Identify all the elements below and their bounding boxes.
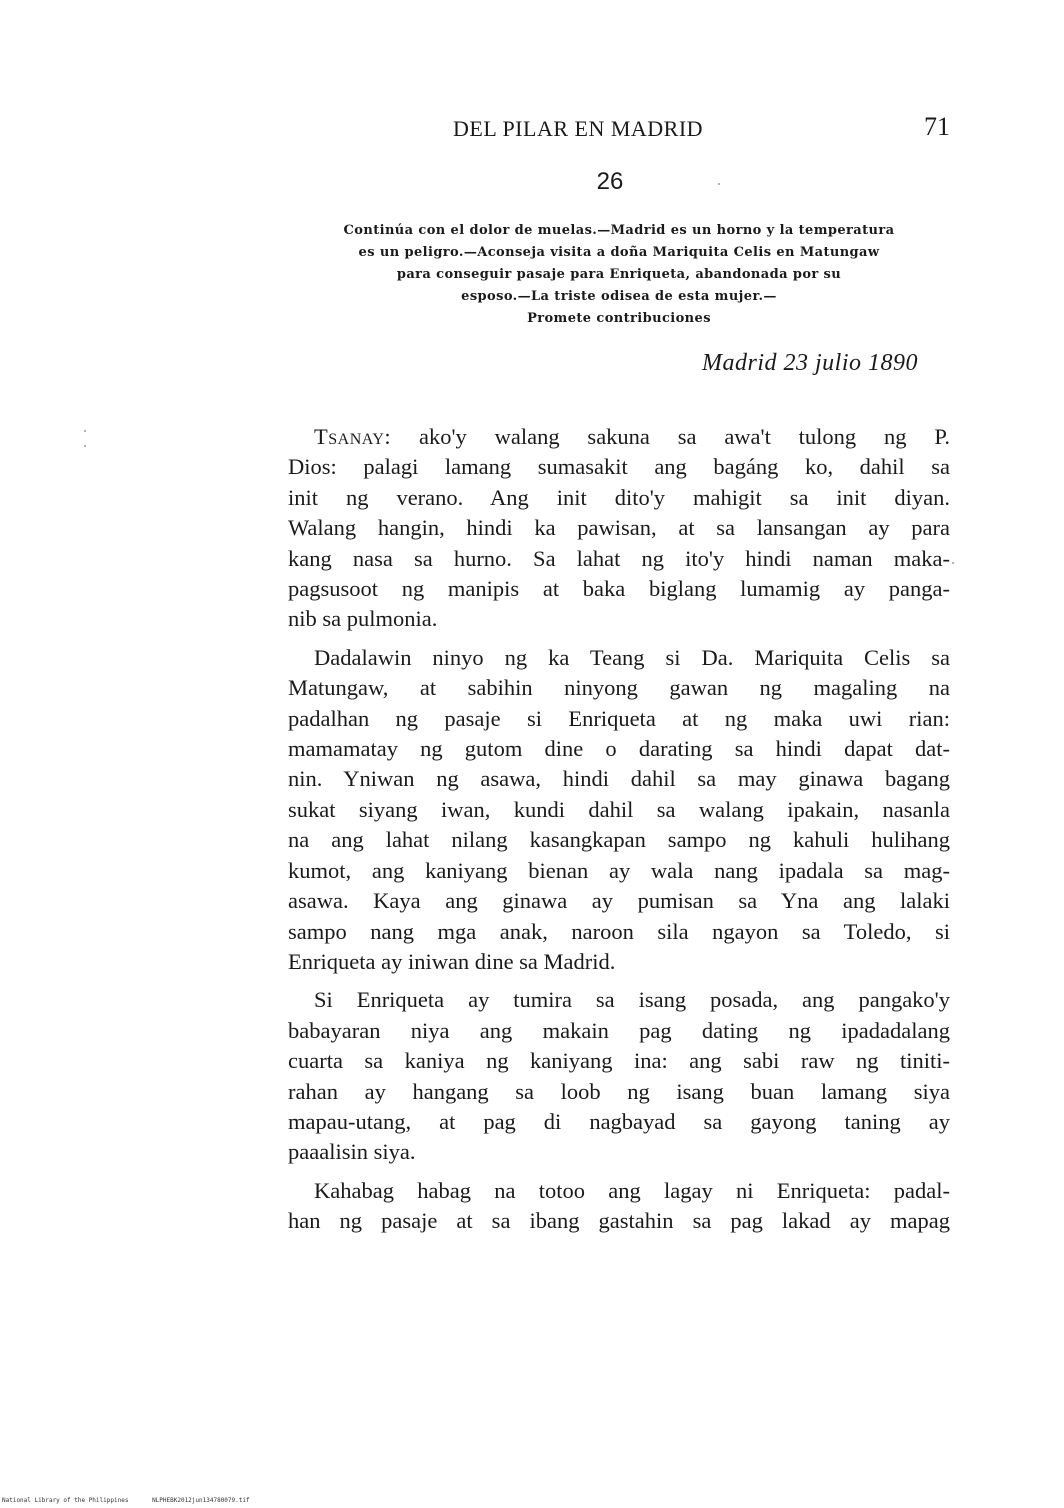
salutation: Tsanay: [314, 424, 392, 449]
text-line: kumot, ang kaniyang bienan ay wala nang ipadala sa mag- [288, 857, 950, 883]
text-line: nin. Yniwan ng asawa, hindi dahil sa may ginawa bagang [288, 766, 950, 792]
scan-speck [84, 445, 86, 447]
scan-speck [952, 562, 954, 564]
summary-line: Promete contribuciones [527, 311, 711, 326]
text-line: Kahabag habag na totoo ang lagay ni Enriqueta: padal- [314, 1177, 950, 1203]
summary-line: es un peligro.—Aconseja visita a doña Mariquita Celis en Matungaw [358, 245, 880, 260]
scan-footer [2, 1497, 270, 1504]
letter-body [288, 422, 950, 1245]
page-number: 71 [924, 112, 950, 141]
text-line: asawa. Kaya ang ginawa ay pumisan sa Yna ang lalaki [288, 888, 950, 914]
chapter-number: 26 [596, 168, 624, 195]
text-line: padalhan ng pasaje si Enriqueta at ng maka uwi rian: [288, 705, 950, 731]
paragraph [288, 1176, 950, 1237]
running-head [288, 112, 950, 146]
text-line: init ng verano. Ang init dito'y mahigit sa init diyan. [288, 484, 950, 510]
text-line: paaalisin siya. [288, 1139, 416, 1165]
text-line: kang nasa sa hurno. Sa lahat ng ito'y hindi naman maka- [288, 545, 950, 571]
scan-speck [718, 183, 720, 185]
text-line: sampo nang mga anak, naroon sila ngayon sa Toledo, si [288, 918, 950, 944]
text-line: cuarta sa kaniya ng kaniyang ina: ang sabi raw ng tiniti- [288, 1048, 950, 1074]
letter-dateline: Madrid 23 julio 1890 [701, 350, 918, 376]
text-line: sukat siyang iwan, kundi dahil sa walang ipakain, nasanla [288, 796, 950, 822]
text-line: Enriqueta ay iniwan dine sa Madrid. [288, 948, 616, 974]
summary-line: esposo.—La triste odisea de esta mujer.— [461, 289, 777, 304]
scan-file-id: NLPHEBK2012jun134780079.tif [152, 1497, 250, 1504]
text-line: pagsusoot ng manipis at baka biglang lumamig ay panga- [288, 576, 950, 602]
summary-line: Continúa con el dolor de muelas.—Madrid es un horno y la temperatura [343, 223, 895, 238]
running-title: DEL PILAR EN MADRID [453, 116, 704, 141]
paragraph [288, 422, 950, 635]
text-line: babayaran niya ang makain pag dating ng ipadadalang [288, 1017, 950, 1043]
text-line: rahan ay hangang sa loob ng isang buan lamang siya [288, 1078, 950, 1104]
text-line: Si Enriqueta ay tumira sa isang posada, ang pangako'y [314, 987, 950, 1013]
paragraph [288, 643, 950, 977]
text-line: Dadalawin ninyo ng ka Teang si Da. Mariquita Celis sa [314, 644, 950, 670]
text-line: na ang lahat nilang kasangkapan sampo ng kahuli hulihang [288, 827, 950, 853]
paragraph [288, 985, 950, 1167]
text-line-content: ako'y walang sakuna sa awa't tulong ng P. [419, 424, 950, 449]
scan-speck [84, 430, 86, 432]
text-line: nib sa pulmonia. [288, 606, 438, 632]
text-line: Walang hangin, hindi ka pawisan, at sa lansangan ay para [288, 515, 950, 541]
text-line: Dios: palagi lamang sumasakit ang bagáng ko, dahil sa [288, 454, 950, 480]
text-line: Matungaw, at sabihin ninyong gawan ng magaling na [288, 675, 950, 701]
chapter-summary [288, 220, 950, 330]
text-line [288, 422, 950, 452]
summary-line: para conseguir pasaje para Enriqueta, abandonada por su [396, 267, 842, 282]
text-line: mapau-utang, at pag di nagbayad sa gayong taning ay [288, 1108, 950, 1134]
text-line: han ng pasaje at sa ibang gastahin sa pag lakad ay mapag [288, 1208, 950, 1234]
text-line: mamamatay ng gutom dine o darating sa hindi dapat dat- [288, 736, 950, 762]
library-credit: National Library of the Philippines [2, 1497, 129, 1504]
